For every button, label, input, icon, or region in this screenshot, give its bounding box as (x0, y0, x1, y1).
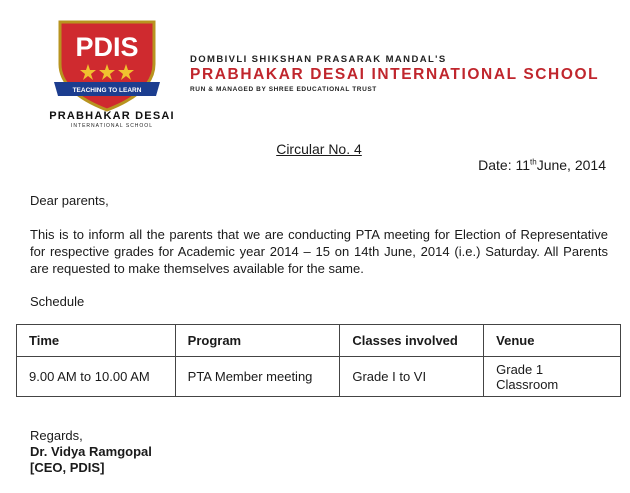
trust-line: RUN & MANAGED BY SHREE EDUCATIONAL TRUST (190, 86, 377, 93)
table-header: Program (175, 325, 340, 357)
table-header-row (17, 325, 621, 357)
table-cell: 9.00 AM to 10.00 AM (17, 357, 176, 397)
signatory-name: Dr. Vidya Ramgopal (30, 444, 152, 459)
regards: Regards, (30, 428, 83, 443)
greeting: Dear parents, (30, 193, 109, 208)
date-prefix: Date: 11 (478, 157, 531, 173)
logo-motto: TEACHING TO LEARN (72, 87, 142, 94)
school-logo (52, 18, 162, 114)
table-header: Classes involved (340, 325, 484, 357)
body-paragraph: This is to inform all the parents that we are conducting PTA meeting for Election of Representative for respective grades for Academic year 2014 – 15 on 14th June, 2014 (i.e.) Saturday. All Parents are requested to make themselves available for the same. (30, 227, 608, 276)
date-suffix: th (530, 157, 537, 167)
logo-subname: INTERNATIONAL SCHOOL (71, 123, 153, 129)
signatory-title: [CEO, PDIS] (30, 460, 105, 475)
table-row (17, 357, 621, 397)
circular-title-row (0, 141, 630, 157)
date (478, 157, 606, 173)
table-header: Venue (484, 325, 621, 357)
circular-title: Circular No. 4 (276, 141, 362, 157)
logo-initials: PDIS (75, 32, 139, 62)
table-cell: PTA Member meeting (175, 357, 340, 397)
school-name: PRABHAKAR DESAI INTERNATIONAL SCHOOL (190, 66, 600, 83)
closing (30, 428, 152, 476)
mandal-name: DOMBIVLI SHIKSHAN PRASARAK MANDAL'S (190, 54, 447, 65)
table-header: Time (17, 325, 176, 357)
logo-name: PRABHAKAR DESAI (49, 110, 175, 122)
date-rest: June, 2014 (536, 157, 606, 173)
table-cell: Grade 1 Classroom (484, 357, 621, 397)
schedule-label: Schedule (30, 294, 85, 309)
logo-caption (42, 110, 182, 129)
table-cell: Grade I to VI (340, 357, 484, 397)
schedule-table (16, 324, 621, 397)
letterhead (190, 54, 599, 93)
